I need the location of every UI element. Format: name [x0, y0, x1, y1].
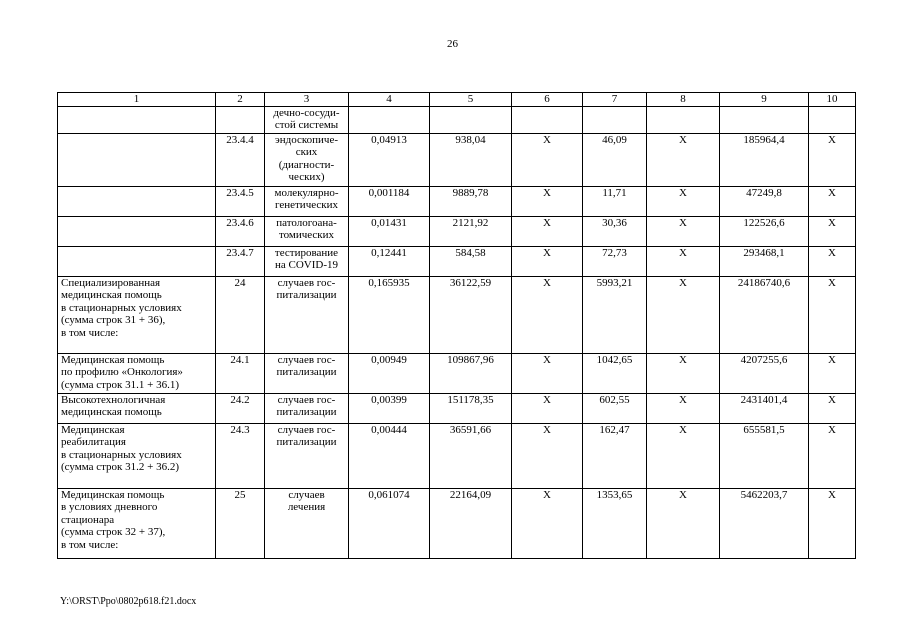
- table-cell: [58, 216, 216, 246]
- table-cell: Х: [647, 186, 720, 216]
- table-cell: дечно-сосуди- стой системы: [265, 106, 349, 133]
- table-cell: [349, 106, 430, 133]
- table-cell: Медицинская помощь по профилю «Онкология» (сумма строк 31.1 + 36.1): [58, 353, 216, 393]
- table-cell: Х: [647, 246, 720, 276]
- table-cell: 122526,6: [720, 216, 809, 246]
- table-cell: Х: [512, 393, 583, 423]
- table-cell: Х: [809, 353, 856, 393]
- table-cell: 5993,21: [583, 276, 647, 353]
- table-cell: 0,165935: [349, 276, 430, 353]
- table-cell: 655581,5: [720, 423, 809, 488]
- table-cell: 1353,65: [583, 488, 647, 558]
- col-header: 6: [512, 93, 583, 107]
- table-cell: Медицинская реабилитация в стационарных условиях (сумма строк 31.2 + 36.2): [58, 423, 216, 488]
- table-row: [58, 276, 856, 353]
- col-header: 7: [583, 93, 647, 107]
- table-cell: 4207255,6: [720, 353, 809, 393]
- table-cell: 30,36: [583, 216, 647, 246]
- table-cell: 1042,65: [583, 353, 647, 393]
- table-cell: Х: [512, 216, 583, 246]
- table-cell: [58, 133, 216, 186]
- data-table: [57, 92, 856, 559]
- table-cell: Х: [512, 246, 583, 276]
- table-cell: 23.4.7: [216, 246, 265, 276]
- table-cell: Х: [512, 353, 583, 393]
- table-cell: Медицинская помощь в условиях дневного стационара (сумма строк 32 + 37), в том числе:: [58, 488, 216, 558]
- table-cell: Х: [512, 133, 583, 186]
- table-cell: 24186740,6: [720, 276, 809, 353]
- table-cell: 23.4.6: [216, 216, 265, 246]
- table-cell: Х: [647, 216, 720, 246]
- col-header: 8: [647, 93, 720, 107]
- table-cell: 46,09: [583, 133, 647, 186]
- table-cell: Х: [647, 276, 720, 353]
- table-cell: Х: [647, 423, 720, 488]
- table-cell: 36122,59: [430, 276, 512, 353]
- table-cell: случаев гос- питализации: [265, 423, 349, 488]
- table-row: [58, 133, 856, 186]
- col-header: 10: [809, 93, 856, 107]
- table-cell: [512, 106, 583, 133]
- table-row: [58, 423, 856, 488]
- table-cell: тестирование на COVID-19: [265, 246, 349, 276]
- table-cell: 11,71: [583, 186, 647, 216]
- col-header: 3: [265, 93, 349, 107]
- table-cell: Х: [809, 488, 856, 558]
- table-cell: случаев гос- питализации: [265, 393, 349, 423]
- table-cell: 151178,35: [430, 393, 512, 423]
- table-cell: 0,00399: [349, 393, 430, 423]
- table-cell: 0,12441: [349, 246, 430, 276]
- col-header: 1: [58, 93, 216, 107]
- col-header: 4: [349, 93, 430, 107]
- table-cell: [430, 106, 512, 133]
- table-row: [58, 353, 856, 393]
- table-row: [58, 216, 856, 246]
- table-cell: 9889,78: [430, 186, 512, 216]
- table-cell: 5462203,7: [720, 488, 809, 558]
- table-cell: 24.2: [216, 393, 265, 423]
- table-cell: случаев гос- питализации: [265, 353, 349, 393]
- table-cell: Х: [647, 393, 720, 423]
- table-cell: [809, 106, 856, 133]
- table-cell: 0,00949: [349, 353, 430, 393]
- col-header: 9: [720, 93, 809, 107]
- table-cell: Х: [809, 186, 856, 216]
- table-cell: патологоана- томических: [265, 216, 349, 246]
- table-cell: [720, 106, 809, 133]
- table-cell: 0,04913: [349, 133, 430, 186]
- table-cell: 2431401,4: [720, 393, 809, 423]
- table-cell: Х: [512, 488, 583, 558]
- table-cell: Х: [809, 423, 856, 488]
- table-cell: Х: [809, 133, 856, 186]
- table-cell: 36591,66: [430, 423, 512, 488]
- table-cell: 23.4.5: [216, 186, 265, 216]
- table-cell: 185964,4: [720, 133, 809, 186]
- table-cell: 24.1: [216, 353, 265, 393]
- table-cell: 0,01431: [349, 216, 430, 246]
- table-cell: 584,58: [430, 246, 512, 276]
- table-cell: 938,04: [430, 133, 512, 186]
- table-cell: Х: [809, 216, 856, 246]
- table-cell: 0,00444: [349, 423, 430, 488]
- table-cell: случаев лечения: [265, 488, 349, 558]
- table-cell: Х: [647, 488, 720, 558]
- table-cell: 162,47: [583, 423, 647, 488]
- table-cell: Х: [809, 393, 856, 423]
- table-cell: Х: [647, 133, 720, 186]
- table-cell: молекулярно- генетических: [265, 186, 349, 216]
- table-cell: Высокотехнологичная медицинская помощь: [58, 393, 216, 423]
- page-number: 26: [447, 38, 458, 50]
- table-cell: 25: [216, 488, 265, 558]
- table-cell: 2121,92: [430, 216, 512, 246]
- table-cell: [647, 106, 720, 133]
- table-cell: случаев гос- питализации: [265, 276, 349, 353]
- table-cell: 0,001184: [349, 186, 430, 216]
- table-row: [58, 488, 856, 558]
- table-cell: 109867,96: [430, 353, 512, 393]
- table-cell: Специализированная медицинская помощь в стационарных условиях (сумма строк 31 + 36), в том числе:: [58, 276, 216, 353]
- table-cell: 22164,09: [430, 488, 512, 558]
- table-cell: [216, 106, 265, 133]
- table-cell: 24.3: [216, 423, 265, 488]
- table-cell: 72,73: [583, 246, 647, 276]
- table-cell: Х: [809, 276, 856, 353]
- table-cell: Х: [809, 246, 856, 276]
- table-row: [58, 246, 856, 276]
- table-cell: 0,061074: [349, 488, 430, 558]
- table-row: [58, 393, 856, 423]
- table-cell: 24: [216, 276, 265, 353]
- table-cell: [58, 246, 216, 276]
- table-cell: Х: [647, 353, 720, 393]
- table-cell: 23.4.4: [216, 133, 265, 186]
- table-cell: 602,55: [583, 393, 647, 423]
- table-cell: Х: [512, 423, 583, 488]
- table-cell: 293468,1: [720, 246, 809, 276]
- table-cell: [58, 186, 216, 216]
- table-cell: [583, 106, 647, 133]
- table-cell: Х: [512, 186, 583, 216]
- table-cell: [58, 106, 216, 133]
- table-cell: Х: [512, 276, 583, 353]
- header-row: [58, 93, 856, 107]
- table-row: [58, 186, 856, 216]
- footer-file-path: Y:\ORST\Ppo\0802p618.f21.docx: [60, 596, 197, 607]
- table-body: [58, 106, 856, 558]
- col-header: 5: [430, 93, 512, 107]
- table-cell: 47249,8: [720, 186, 809, 216]
- table-row: [58, 106, 856, 133]
- col-header: 2: [216, 93, 265, 107]
- table-cell: эндоскопиче- ских (диагности- ческих): [265, 133, 349, 186]
